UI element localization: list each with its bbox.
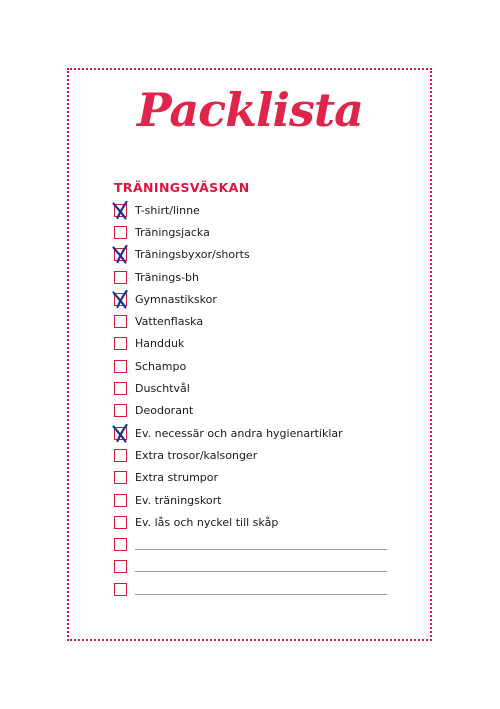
check-cross-icon bbox=[112, 424, 130, 443]
checkbox[interactable] bbox=[114, 471, 127, 484]
list-item[interactable] bbox=[114, 310, 404, 332]
checkbox[interactable] bbox=[114, 583, 127, 596]
checkbox[interactable] bbox=[114, 449, 127, 462]
item-label: Vattenflaska bbox=[135, 315, 204, 329]
item-label: Extra strumpor bbox=[135, 471, 219, 485]
list-item[interactable] bbox=[114, 333, 404, 355]
check-cross-icon bbox=[112, 290, 130, 309]
item-label: Schampo bbox=[135, 359, 187, 373]
item-label: Gymnastikskor bbox=[135, 292, 217, 306]
item-label: Ev. träningskort bbox=[135, 493, 222, 507]
item-label: Ev. necessär och andra hygienartiklar bbox=[135, 426, 343, 440]
list-item[interactable] bbox=[114, 266, 404, 288]
checklist bbox=[114, 199, 404, 600]
write-in-line[interactable] bbox=[135, 571, 387, 572]
list-item[interactable] bbox=[114, 199, 404, 221]
item-label: T-shirt/linne bbox=[135, 203, 200, 217]
blank-list-item[interactable] bbox=[114, 578, 404, 600]
blank-list-item[interactable] bbox=[114, 556, 404, 578]
checkbox[interactable] bbox=[114, 204, 127, 217]
checkbox[interactable] bbox=[114, 271, 127, 284]
list-item[interactable] bbox=[114, 221, 404, 243]
check-cross-icon bbox=[112, 245, 130, 264]
list-item[interactable] bbox=[114, 511, 404, 533]
checkbox[interactable] bbox=[114, 516, 127, 529]
checkbox[interactable] bbox=[114, 427, 127, 440]
blank-list-item[interactable] bbox=[114, 533, 404, 555]
list-item[interactable] bbox=[114, 377, 404, 399]
check-cross-icon bbox=[112, 201, 130, 220]
section-heading: TRÄNINGSVÄSKAN bbox=[114, 180, 250, 195]
checkbox[interactable] bbox=[114, 360, 127, 373]
item-label: Ev. lås och nyckel till skåp bbox=[135, 515, 279, 529]
item-label: Träningsbyxor/shorts bbox=[135, 248, 250, 262]
write-in-line[interactable] bbox=[135, 594, 387, 595]
list-item[interactable] bbox=[114, 489, 404, 511]
list-item[interactable] bbox=[114, 422, 404, 444]
page-title: Packlista bbox=[137, 83, 363, 137]
list-item[interactable] bbox=[114, 400, 404, 422]
item-label: Tränings-bh bbox=[135, 270, 200, 284]
checkbox[interactable] bbox=[114, 494, 127, 507]
checkbox[interactable] bbox=[114, 315, 127, 328]
checkbox[interactable] bbox=[114, 293, 127, 306]
list-item[interactable] bbox=[114, 444, 404, 466]
item-label: Träningsjacka bbox=[135, 225, 210, 239]
checkbox[interactable] bbox=[114, 404, 127, 417]
list-item[interactable] bbox=[114, 244, 404, 266]
write-in-line[interactable] bbox=[135, 549, 387, 550]
list-item[interactable] bbox=[114, 288, 404, 310]
item-label: Duschtvål bbox=[135, 382, 190, 396]
list-item[interactable] bbox=[114, 467, 404, 489]
checkbox[interactable] bbox=[114, 337, 127, 350]
checkbox[interactable] bbox=[114, 560, 127, 573]
checkbox[interactable] bbox=[114, 382, 127, 395]
checkbox[interactable] bbox=[114, 248, 127, 261]
item-label: Handduk bbox=[135, 337, 185, 351]
checkbox[interactable] bbox=[114, 226, 127, 239]
list-item[interactable] bbox=[114, 355, 404, 377]
checkbox[interactable] bbox=[114, 538, 127, 551]
item-label: Deodorant bbox=[135, 404, 194, 418]
item-label: Extra trosor/kalsonger bbox=[135, 448, 258, 462]
